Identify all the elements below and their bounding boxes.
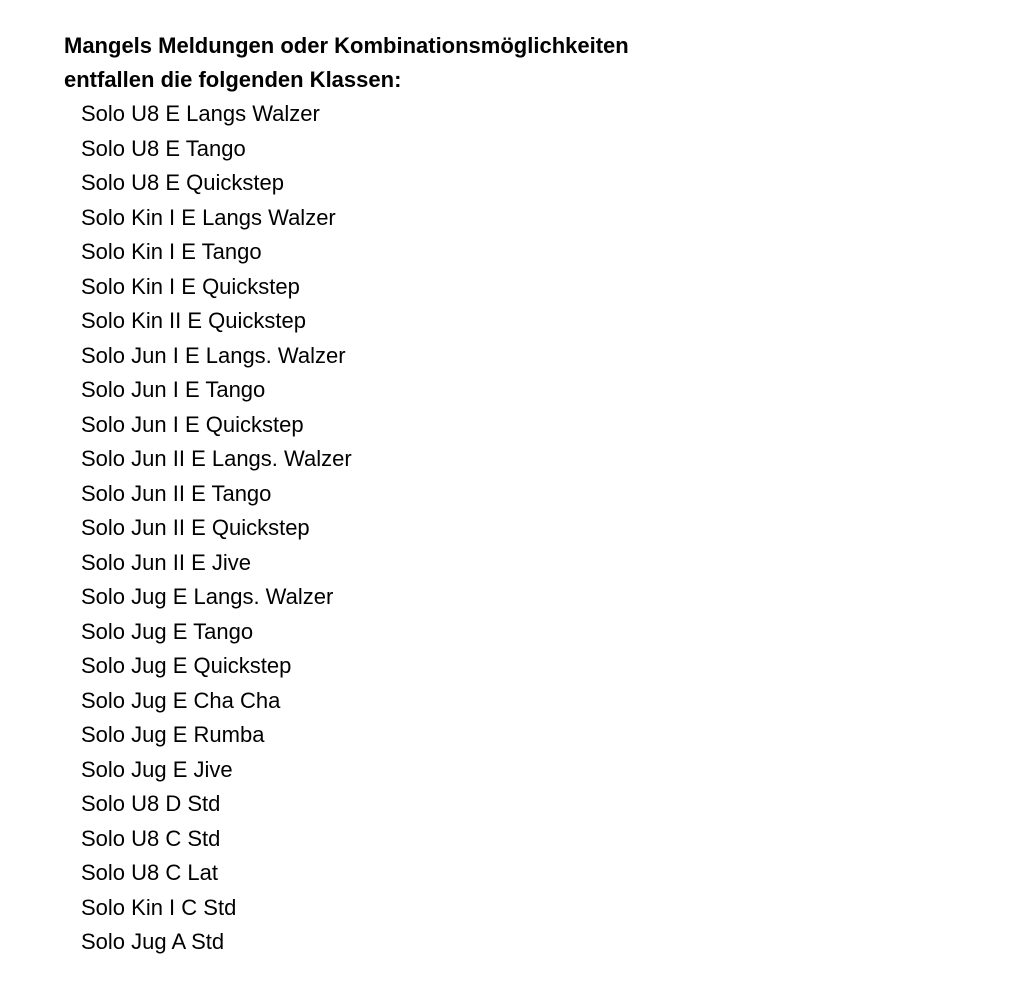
list-item: Solo Jug E Jive xyxy=(81,756,233,782)
list-item: Solo Kin I E Tango xyxy=(81,239,262,264)
list-item: Solo Jun II E Langs. Walzer xyxy=(81,446,352,471)
list-item: Solo Jun I E Quickstep xyxy=(81,411,304,437)
list-item: Solo Jug E Rumba xyxy=(81,722,265,747)
list-item: Solo Jug E Cha Cha xyxy=(81,687,281,713)
list-item: Solo Jun II E Quickstep xyxy=(81,515,310,540)
list-item: Solo U8 E Tango xyxy=(81,135,246,161)
list-item: Solo Jug E Tango xyxy=(81,618,254,644)
list-item: Solo Kin I E Quickstep xyxy=(81,273,300,299)
document-heading xyxy=(64,29,629,97)
list-item: Solo U8 C Lat xyxy=(81,860,218,885)
list-item: Solo Kin I C Std xyxy=(81,894,237,920)
list-item: Solo Jug E Quickstep xyxy=(81,653,292,678)
list-item: Solo Jun I E Langs. Walzer xyxy=(81,342,346,368)
list-item: Solo U8 E Langs Walzer xyxy=(81,101,320,126)
list-item: Solo Jun II E Tango xyxy=(81,480,272,506)
heading-line: entfallen die folgenden Klassen: xyxy=(64,67,402,92)
list-item: Solo Jun I E Tango xyxy=(81,377,266,402)
heading-line: Mangels Meldungen oder Kombinationsmöglichkeiten xyxy=(64,33,629,58)
list-item: Solo U8 D Std xyxy=(81,791,221,816)
list-item: Solo Jun II E Jive xyxy=(81,549,251,575)
list-item: Solo Kin II E Quickstep xyxy=(81,308,306,333)
list-item: Solo U8 E Quickstep xyxy=(81,170,284,195)
list-item: Solo Jug E Langs. Walzer xyxy=(81,584,334,609)
cancelled-classes-list xyxy=(81,97,352,960)
list-item: Solo Kin I E Langs Walzer xyxy=(81,204,336,230)
list-item: Solo Jug A Std xyxy=(81,929,225,954)
list-item: Solo U8 C Std xyxy=(81,825,221,851)
